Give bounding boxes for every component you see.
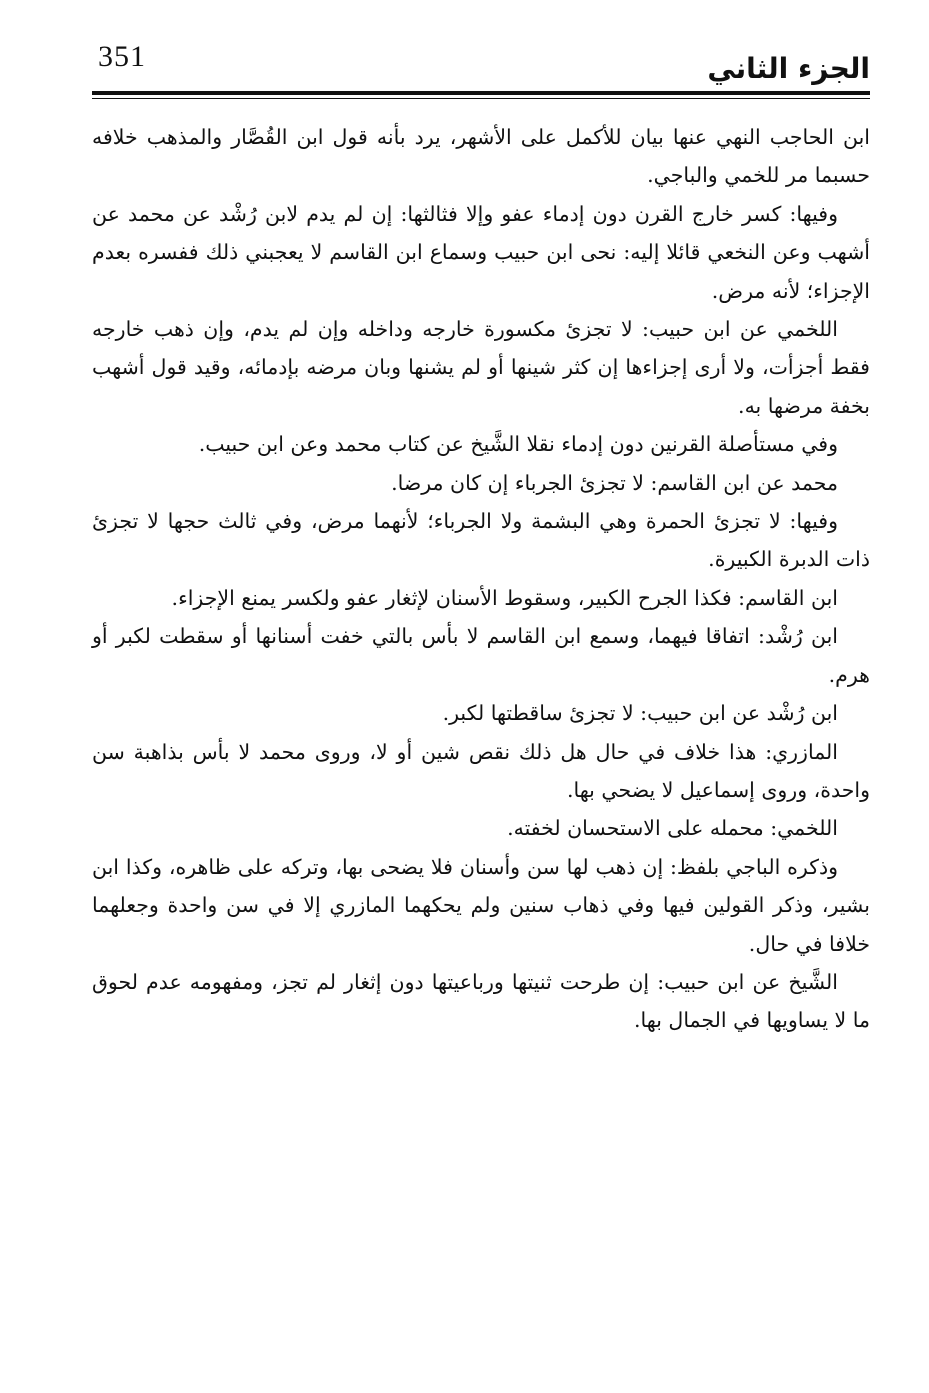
paragraph: محمد عن ابن القاسم: لا تجزئ الجرباء إن كان مرضا. [391,470,838,495]
header-rule-thin [92,98,870,99]
paragraph: ابن الحاجب النهي عنها بيان للأكمل على الأشهر، يرد بأنه قول ابن القُصَّار والمذهب خلافه حسبما مر للخمي والباجي. [92,125,870,188]
paragraph: اللخمي: محمله على الاستحسان لخفته. [507,816,838,841]
page-header [92,36,870,94]
paragraph: ابن القاسم: فكذا الجرح الكبير، وسقوط الأسنان لإثغار عفو ولكسر يمنع الإجزاء. [171,585,838,610]
body-text [92,118,870,1040]
paragraph: وذكره الباجي بلفظ: إن ذهب لها سن وأسنان فلا يضحى بها، وتركه على ظاهره، وكذا ابن بشير، وذكر القولين فيها وفي ذهاب سنين ولم يحكهما المازري إلا في سن واحدة وجعلهما خلافا في حال. [92,854,870,956]
paragraph: اللخمي عن ابن حبيب: لا تجزئ مكسورة خارجه وداخله وإن لم يدم، وإن ذهب خارجه فقط أجزأت، ولا أرى إجزاءها إن كثر شينها أو لم يشنها وبان مرضه بإدمائه، وقيد قول أشهب بخفة مرضها به. [92,317,870,418]
paragraph: وفيها: كسر خارج القرن دون إدماء عفو وإلا فثالثها: إن لم يدم لابن رُشْد عن محمد عن أشهب وعن النخعي قائلا إليه: نحى ابن حبيب وسماع ابن القاسم لا يعجبني ذلك ففسره بعدم الإجزاء؛ لأنه مرض. [92,201,870,303]
paragraph: المازري: هذا خلاف في حال هل ذلك نقص شين أو لا، وروى محمد لا بأس بذاهبة سن واحدة، وروى إسماعيل لا يضحي بها. [92,739,870,802]
paragraph: الشَّيخ عن ابن حبيب: إن طرحت ثنيتها ورباعيتها دون إثغار لم تجز، ومفهومه عدم لحوق ما لا يساويها في الجمال بها. [92,969,870,1033]
paragraph: وفيها: لا تجزئ الحمرة وهي البشمة ولا الجرباء؛ لأنهما مرض، وفي ثالث حجها لا تجزئ ذات الدبرة الكبيرة. [92,509,870,572]
running-title: الجزء الثاني [707,52,870,85]
paragraph: ابن رُشْد عن ابن حبيب: لا تجزئ ساقطتها لكبر. [442,701,838,726]
page-number: 351 [98,40,146,73]
paragraph: وفي مستأصلة القرنين دون إدماء نقلا الشَّيخ عن كتاب محمد وعن ابن حبيب. [198,432,838,457]
paragraph: ابن رُشْد: اتفاقا فيهما، وسمع ابن القاسم لا بأس بالتي خفت أسنانها أو سقطت لكبر أو هرم. [92,624,870,687]
header-rule-thick [92,91,870,95]
